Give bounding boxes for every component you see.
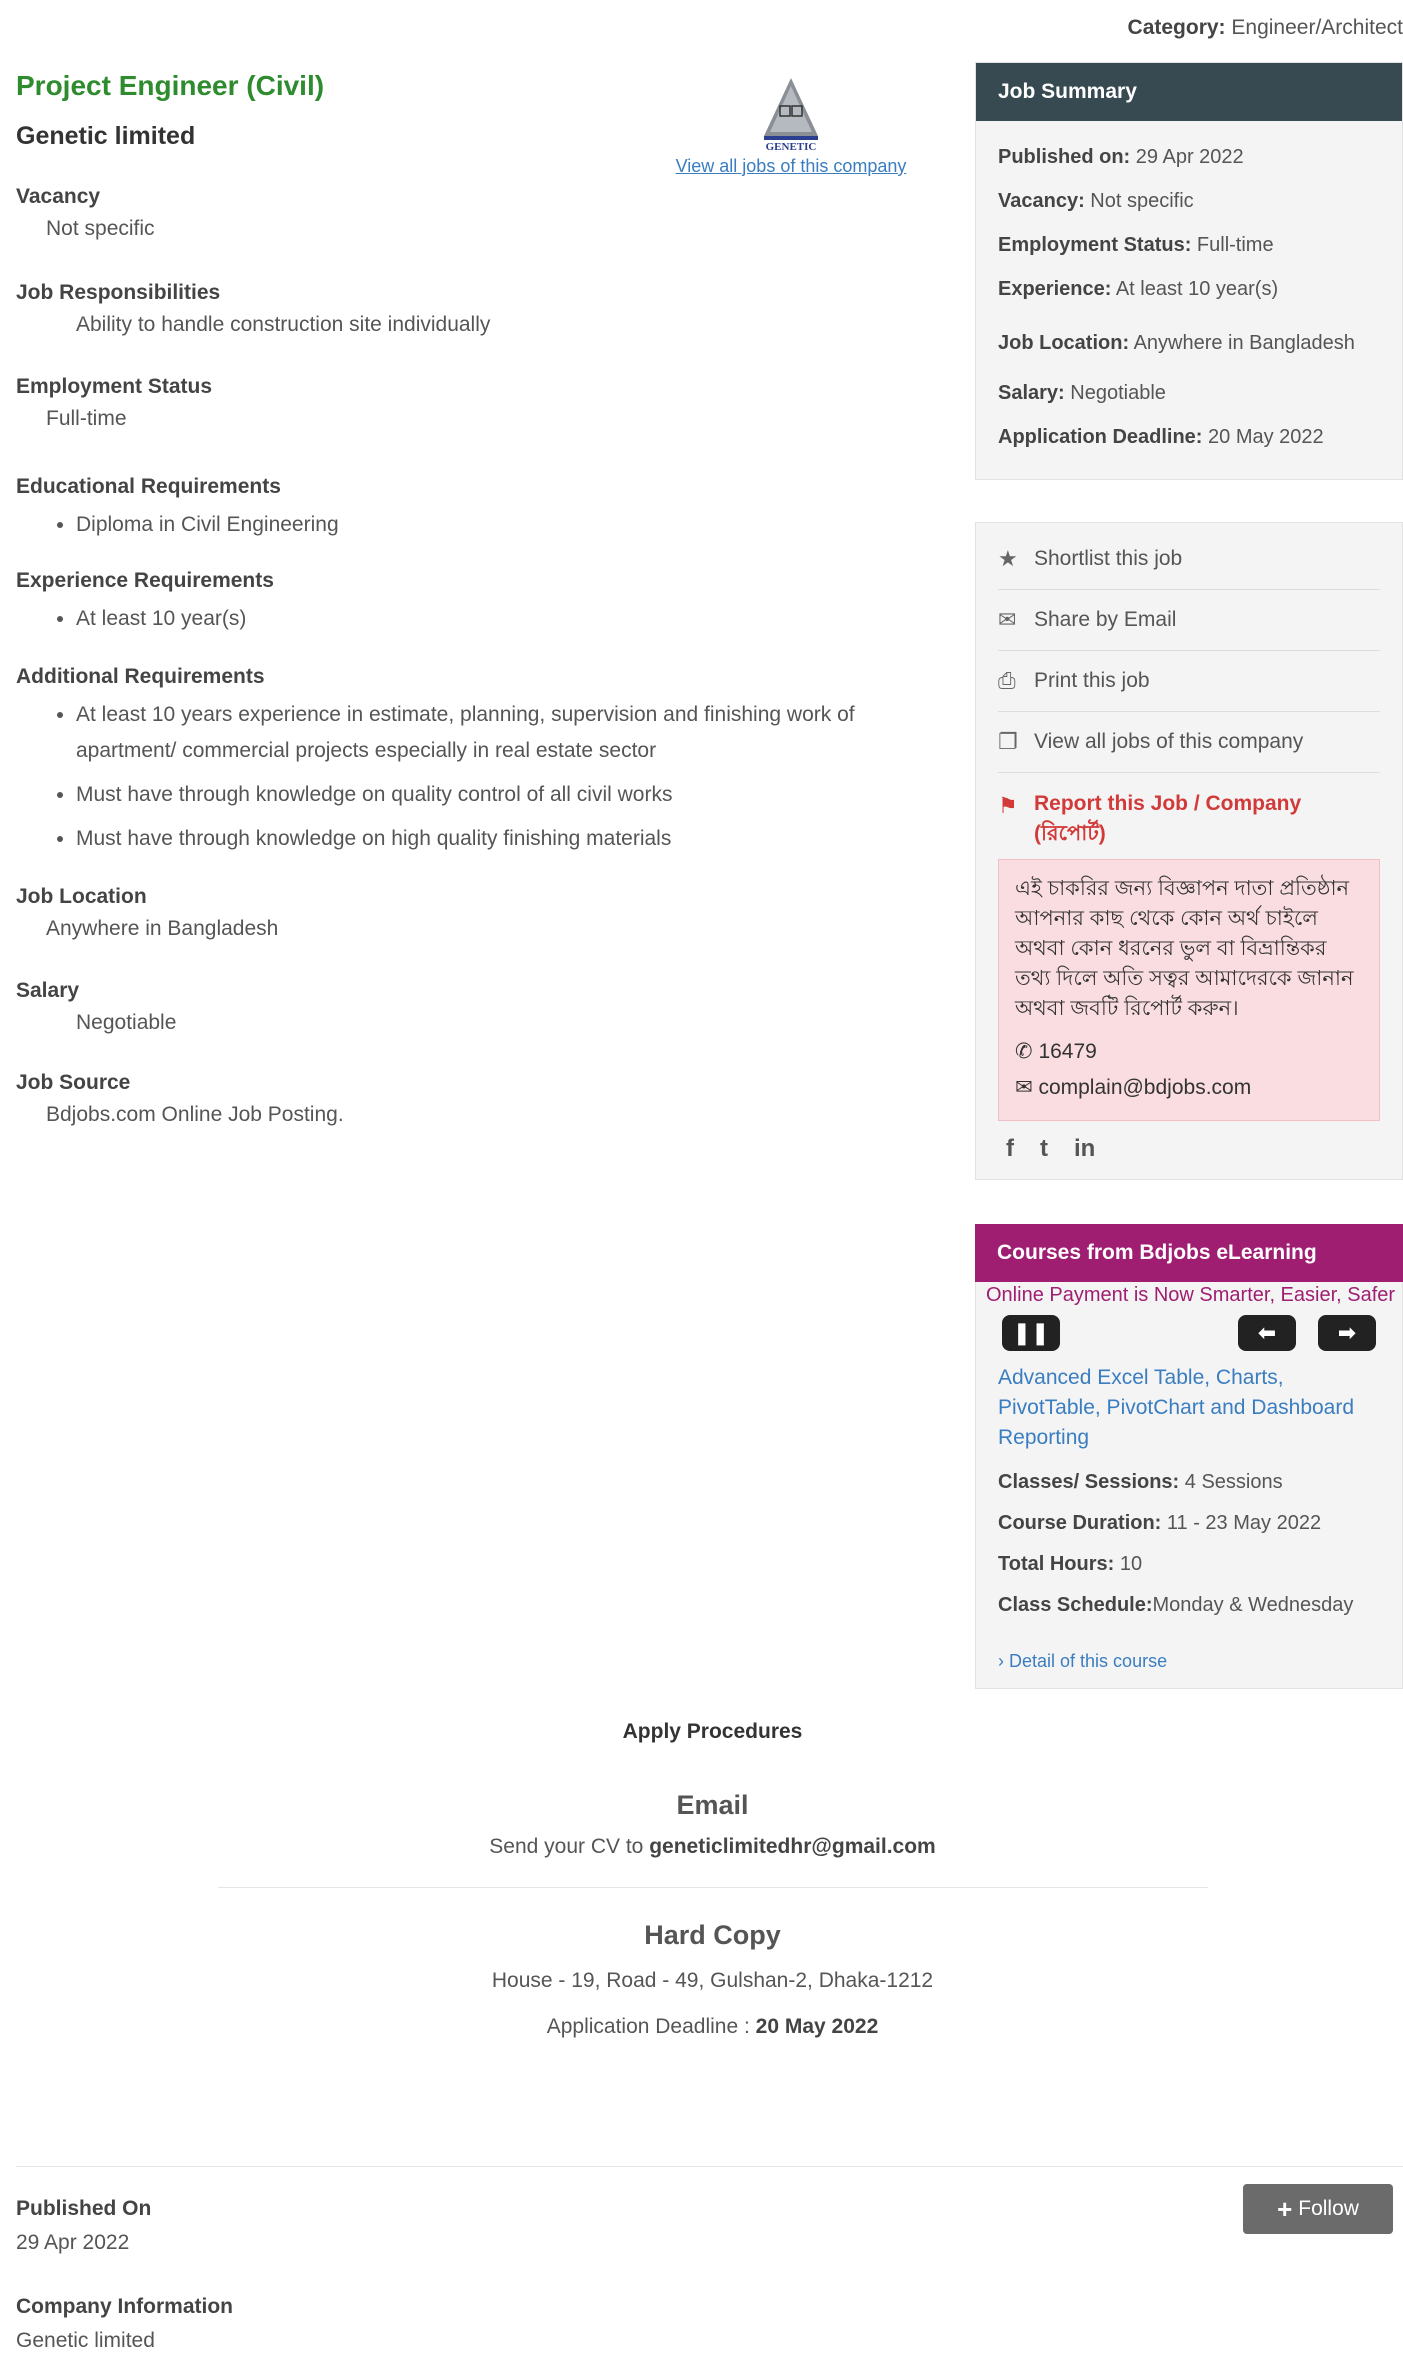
- pause-icon: ❚❚: [1012, 1320, 1050, 1345]
- vacancy-section: [16, 185, 916, 241]
- report-email[interactable]: ✉ complain@bdjobs.com: [1015, 1076, 1252, 1099]
- additional-title: Additional Requirements: [16, 665, 265, 688]
- category-line: [1128, 16, 1403, 40]
- follow-button[interactable]: + Follow: [1243, 2184, 1393, 2234]
- company-info-value: Genetic limited: [16, 2329, 155, 2352]
- printer-icon: ⎙: [998, 668, 1016, 693]
- course-panel: [975, 1224, 1403, 1689]
- facebook-icon[interactable]: f: [1006, 1135, 1014, 1162]
- list-item: • Must have through knowledge on high quality finishing materials: [76, 821, 896, 857]
- logo-text: GENETIC: [765, 141, 817, 152]
- education-title: Educational Requirements: [16, 475, 281, 498]
- hardcopy-address: House - 19, Road - 49, Gulshan-2, Dhaka-1212: [491, 1969, 934, 1992]
- location-section: [16, 885, 916, 941]
- plus-icon: +: [1277, 2193, 1293, 2224]
- responsibilities-value: Ability to handle construction site individually: [76, 313, 491, 336]
- list-item: • At least 10 year(s): [76, 601, 916, 637]
- arrow-left-icon: ⬅: [1257, 1320, 1277, 1345]
- report-warning-box: [998, 859, 1380, 1121]
- job-summary-title: Job Summary: [976, 63, 1402, 121]
- experience-list: [16, 601, 916, 637]
- employment-title: Employment Status: [16, 375, 213, 398]
- phone-icon: ✆: [1015, 1040, 1033, 1063]
- report-job-button[interactable]: ⚑ Report this Job / Company (রিপোর্ট): [998, 773, 1380, 859]
- report-warning-text: এই চাকরির জন্য বিজ্ঞাপন দাতা প্রতিষ্ঠান আপনার কাছ থেকে কোন অর্থ চাইলে অথবা কোন ধরনের ভুল বা বিভ্রান্তিকর তথ্য দিলে অতি সত্বর আমাদেরকে জানান অথবা জবটি রিপোর্ট করুন।: [1015, 877, 1354, 1020]
- summary-row: Application Deadline: 20 May 2022: [998, 426, 1324, 448]
- additional-section: [16, 665, 916, 857]
- employment-value: Full-time: [46, 407, 127, 430]
- apply-deadline: Application Deadline : 20 May 2022: [546, 2015, 879, 2038]
- responsibilities-section: [16, 281, 916, 337]
- responsibilities-title: Job Responsibilities: [16, 281, 221, 304]
- salary-title: Salary: [16, 979, 80, 1002]
- social-share: [998, 1121, 1380, 1167]
- location-title: Job Location: [16, 885, 147, 908]
- summary-row: Experience: At least 10 year(s): [998, 278, 1279, 300]
- source-title: Job Source: [16, 1071, 131, 1094]
- summary-row: Vacancy: Not specific: [998, 190, 1194, 212]
- job-title: Project Engineer (Civil): [16, 70, 325, 101]
- company-logo-block: [651, 76, 931, 177]
- copy-icon: ❐: [998, 729, 1018, 754]
- company-footer: [16, 2166, 1403, 2353]
- next-button[interactable]: [1318, 1315, 1376, 1351]
- company-name: Genetic limited: [16, 122, 196, 150]
- company-info-title: Company Information: [16, 2295, 234, 2318]
- summary-row: Employment Status: Full-time: [998, 234, 1274, 256]
- previous-button[interactable]: [1238, 1315, 1296, 1351]
- hardcopy-heading: Hard Copy: [644, 1920, 781, 1950]
- apply-procedures: [0, 1720, 1403, 2039]
- arrow-right-icon: ➡: [1337, 1320, 1357, 1345]
- email-instruction: Send your CV to geneticlimitedhr@gmail.com: [489, 1835, 936, 1858]
- course-header: Courses from Bdjobs eLearning: [975, 1224, 1403, 1282]
- job-summary-panel: [975, 62, 1403, 480]
- experience-title: Experience Requirements: [16, 569, 274, 592]
- location-value: Anywhere in Bangladesh: [46, 917, 279, 940]
- summary-row: Job Location: Anywhere in Bangladesh: [998, 332, 1355, 354]
- envelope-icon: ✉: [1015, 1076, 1033, 1099]
- salary-value: Negotiable: [76, 1011, 177, 1034]
- list-item: • Must have through knowledge on quality control of all civil works: [76, 777, 896, 813]
- apply-title: Apply Procedures: [622, 1720, 803, 1743]
- education-list: [16, 507, 916, 543]
- vacancy-title: Vacancy: [16, 185, 101, 208]
- apply-email[interactable]: geneticlimitedhr@gmail.com: [649, 1835, 936, 1858]
- view-all-jobs-button[interactable]: ❐ View all jobs of this company: [998, 712, 1380, 773]
- course-row: Total Hours: 10: [998, 1553, 1143, 1575]
- course-row: Classes/ Sessions: 4 Sessions: [998, 1471, 1283, 1493]
- course-row: Class Schedule:Monday & Wednesday: [998, 1594, 1354, 1616]
- email-heading: Email: [676, 1790, 749, 1820]
- list-item: • At least 10 years experience in estimate, planning, supervision and finishing work of apartment/ commercial projects especially in real estate sector: [76, 697, 896, 769]
- report-phone: ✆ 16479: [1015, 1040, 1097, 1063]
- source-section: [16, 1071, 916, 1127]
- source-value: Bdjobs.com Online Job Posting.: [46, 1103, 344, 1126]
- divider: [16, 2166, 1403, 2167]
- linkedin-icon[interactable]: in: [1074, 1135, 1096, 1162]
- course-row: Course Duration: 11 - 23 May 2022: [998, 1512, 1322, 1534]
- company-logo[interactable]: [758, 76, 824, 152]
- salary-section: [16, 979, 916, 1035]
- twitter-icon[interactable]: t: [1040, 1135, 1048, 1162]
- vacancy-value: Not specific: [46, 217, 155, 240]
- divider: [218, 1887, 1208, 1888]
- category-value: Engineer/Architect: [1231, 16, 1403, 39]
- summary-row: Salary: Negotiable: [998, 382, 1166, 404]
- flag-icon: ⚑: [998, 793, 1018, 818]
- course-ticker: Online Payment is Now Smarter, Easier, Safer: [986, 1284, 1396, 1306]
- list-item: • Diploma in Civil Engineering: [76, 507, 916, 543]
- envelope-icon: ✉: [998, 607, 1017, 632]
- job-actions-panel: [975, 522, 1403, 1180]
- published-title: Published On: [16, 2197, 152, 2220]
- additional-list: [16, 697, 896, 857]
- experience-section: [16, 569, 916, 637]
- course-detail-link[interactable]: › Detail of this course: [998, 1651, 1168, 1671]
- published-value: 29 Apr 2022: [16, 2231, 130, 2254]
- print-button[interactable]: ⎙ Print this job: [998, 651, 1380, 712]
- job-details: [16, 70, 916, 1127]
- employment-section: [16, 375, 916, 431]
- share-email-button[interactable]: ✉ Share by Email: [998, 590, 1380, 651]
- category-label: Category:: [1127, 16, 1226, 39]
- chevron-right-icon: ›: [998, 1651, 1004, 1671]
- education-section: [16, 475, 916, 543]
- course-title-link[interactable]: Advanced Excel Table, Charts, PivotTable, PivotChart and Dashboard Reporting: [998, 1366, 1355, 1449]
- shortlist-button[interactable]: ★ Shortlist this job: [998, 529, 1380, 590]
- summary-row: Published on: 29 Apr 2022: [998, 146, 1244, 168]
- view-all-jobs-link[interactable]: View all jobs of this company: [675, 156, 907, 176]
- star-icon: ★: [998, 546, 1018, 571]
- pause-button[interactable]: [1002, 1315, 1060, 1351]
